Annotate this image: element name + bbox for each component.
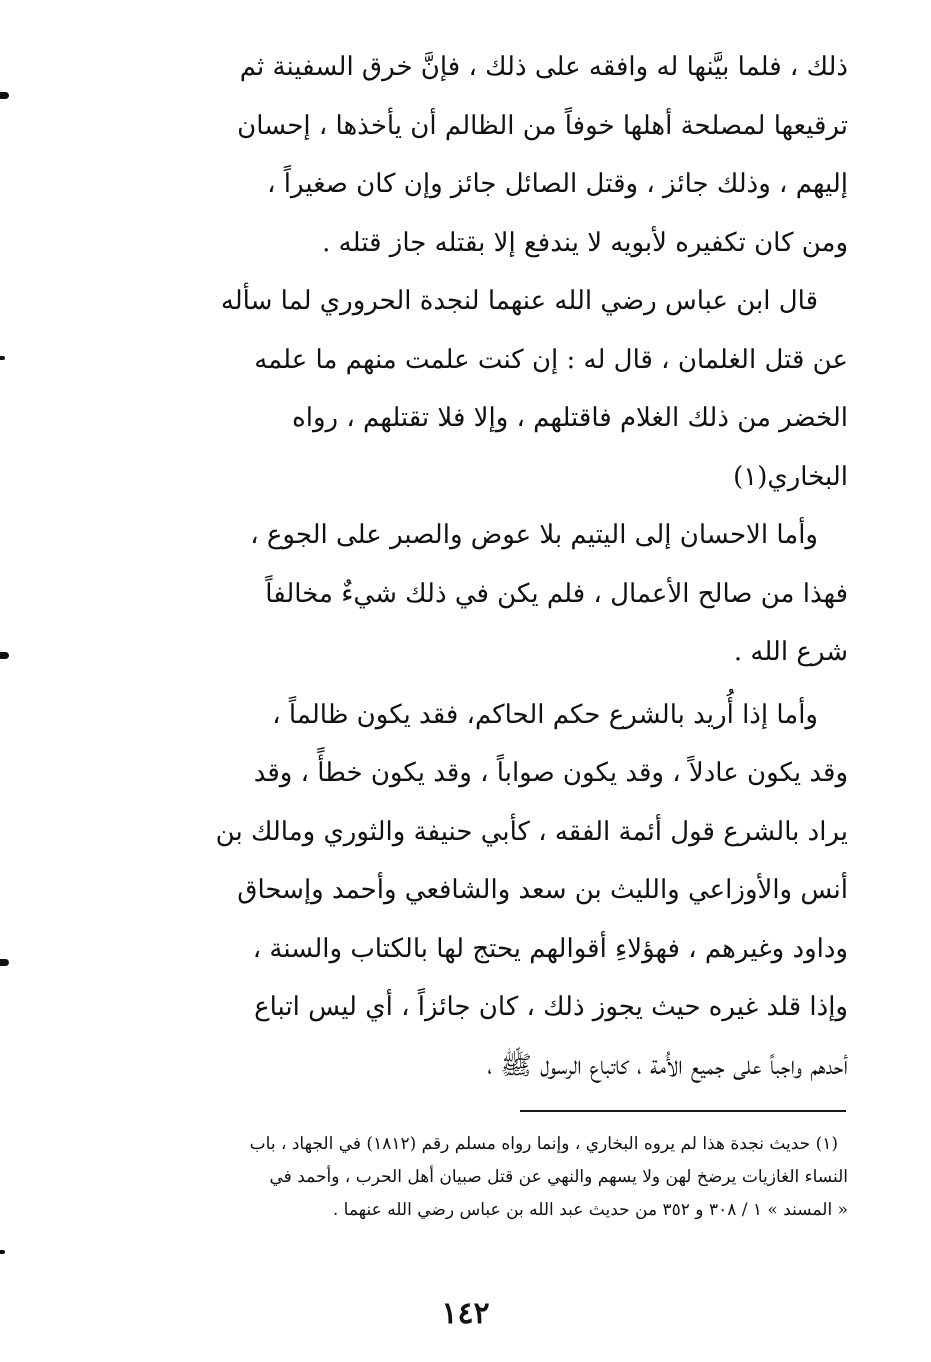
text-line: الخضر من ذلك الغلام فاقتلهم ، وإلا فلا تقتلهم ، رواه [292, 403, 848, 433]
footnote-line: النساء الغازيات يرضخ لهن ولا يسهم والنهي عن قتل صبيان أهل الحرب ، وأحمد في [269, 1167, 848, 1187]
footnote-separator [520, 1110, 846, 1112]
text-line: وأما إذا أُريد بالشرع حكم الحاكم، فقد يكون ظالماً ، [272, 699, 818, 730]
footnote-line: « المسند » ١ / ٣٠٨ و ٣٥٢ من حديث عبد الله بن عباس رضي الله عنهما . [332, 1200, 848, 1220]
text-line: قال ابن عباس رضي الله عنهما لنجدة الحروري لما سأله [220, 286, 818, 316]
main-text [100, 38, 848, 1095]
page-number: ١٤٢ [441, 1296, 490, 1331]
text-line: وإذا قلد غيره حيث يجوز ذلك ، كان جائزاً ، أي ليس اتباع [254, 992, 848, 1022]
text-line: شرع الله . [733, 637, 848, 667]
footnotes [100, 1128, 848, 1227]
text-line: ومن كان تكفيره لأبويه لا يندفع إلا بقتله جاز قتله . [322, 227, 848, 258]
text-line: إليهم ، وذلك جائز ، وقتل الصائل جائز وإن كان صغيراً ، [267, 169, 848, 199]
text-line: أنس والأوزاعي والليث بن سعد والشافعي وأحمد وإسحاق [237, 875, 848, 905]
binding-mark [0, 959, 9, 966]
text-line: وقد يكون عادلاً ، وقد يكون صواباً ، وقد يكون خطأً ، وقد [253, 758, 848, 788]
binding-mark [0, 92, 9, 99]
binding-mark [0, 652, 9, 659]
text-line: عن قتل الغلمان ، قال له : إن كنت علمت منهم ما علمه [254, 344, 848, 375]
footnote-line: (١) حديث نجدة هذا لم يروه البخاري ، وإنما رواه مسلم رقم (١٨١٢) في الجهاد ، باب [249, 1134, 838, 1154]
text-line: ترقيعها لمصلحة أهلها خوفاً من الظالم أن يأخذها ، إحسان [237, 110, 848, 141]
text-line: أحدهم واجباً على جميع الأُمة ، كاتباع الرسول ﷺ ، [487, 1050, 848, 1081]
binding-mark [0, 1250, 5, 1254]
text-line: فهذا من صالح الأعمال ، فلم يكن في ذلك شيءٌ مخالفاً [265, 578, 848, 609]
text-line: البخاري(١) [733, 461, 848, 492]
text-line: ذلك ، فلما بيَّنها له وافقه على ذلك ، فإنَّ خرق السفينة ثم [239, 52, 848, 82]
binding-mark [0, 356, 5, 360]
text-line: وأما الاحسان إلى اليتيم بلا عوض والصبر على الجوع ، [250, 520, 818, 550]
text-line: يراد بالشرع قول أئمة الفقه ، كأبي حنيفة والثوري ومالك بن [215, 816, 848, 847]
text-line: وداود وغيرهم ، فهؤلاءِ أقوالهم يحتج لها بالكتاب والسنة ، [252, 933, 848, 964]
